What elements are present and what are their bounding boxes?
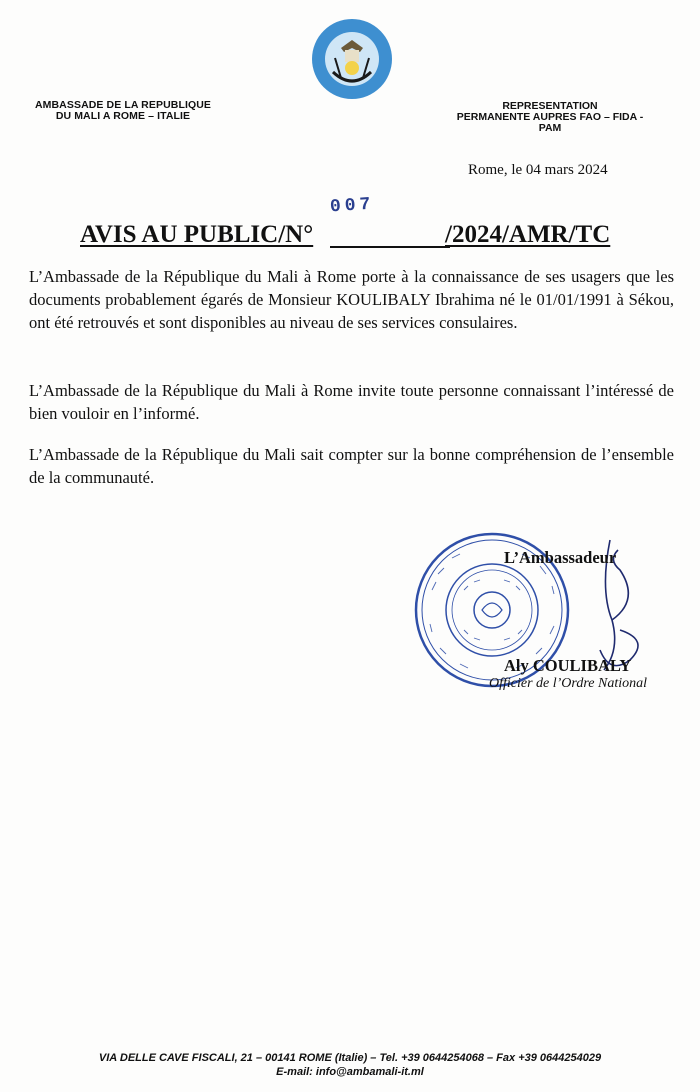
representation-header-line1: REPRESENTATION — [502, 100, 598, 112]
body-paragraph-2: L’Ambassade de la République du Mali à Rome invite toute personne connaissant l’intéressé de bien vouloir en l’informé. — [29, 381, 674, 423]
notice-title-suffix: /2024/AMR/TC — [445, 221, 611, 248]
signatory-distinction: Officier de l’Ordre National — [489, 676, 647, 691]
embassy-header-line1: AMBASSADE DE LA REPUBLIQUE — [34, 99, 212, 111]
footer-email: E-mail: info@ambamali-it.ml — [276, 1066, 424, 1078]
embassy-header-line2: DU MALI A ROME – ITALIE — [55, 110, 191, 122]
body-paragraph-1: L’Ambassade de la République du Mali à Rome porte à la connaissance de ses usagers que les documents probablement égarés de Monsieur KOULIBALY Ibrahima né le 01/01/1991 à Sékou, ont été retrouvés et sont disponibles au niveau de ses services consulaires. — [29, 267, 674, 332]
embassy-header — [28, 100, 218, 122]
title-number-blank — [330, 246, 450, 248]
notice-title — [80, 219, 640, 253]
representation-header-line2: PERMANENTE AUPRES FAO – FIDA - PAM — [456, 111, 644, 134]
signatory-name: Aly COULIBALY — [504, 656, 632, 675]
signatory-role: L’Ambassadeur — [504, 548, 617, 567]
notice-number-stamp: 007 — [329, 194, 376, 218]
representation-header — [452, 101, 648, 134]
footer-address: VIA DELLE CAVE FISCALI, 21 – 00141 ROME (Italie) – Tel. +39 0644254068 – Fax +39 0644254029 — [98, 1052, 602, 1064]
page-footer — [0, 1051, 700, 1079]
body-paragraph-3: L’Ambassade de la République du Mali sait compter sur la bonne compréhension de l’ensemble de la communauté. — [29, 445, 674, 487]
document-date: Rome, le 04 mars 2024 — [468, 162, 608, 178]
mali-coat-of-arms-icon — [311, 18, 393, 100]
notice-title-prefix: AVIS AU PUBLIC/N° — [80, 221, 314, 248]
